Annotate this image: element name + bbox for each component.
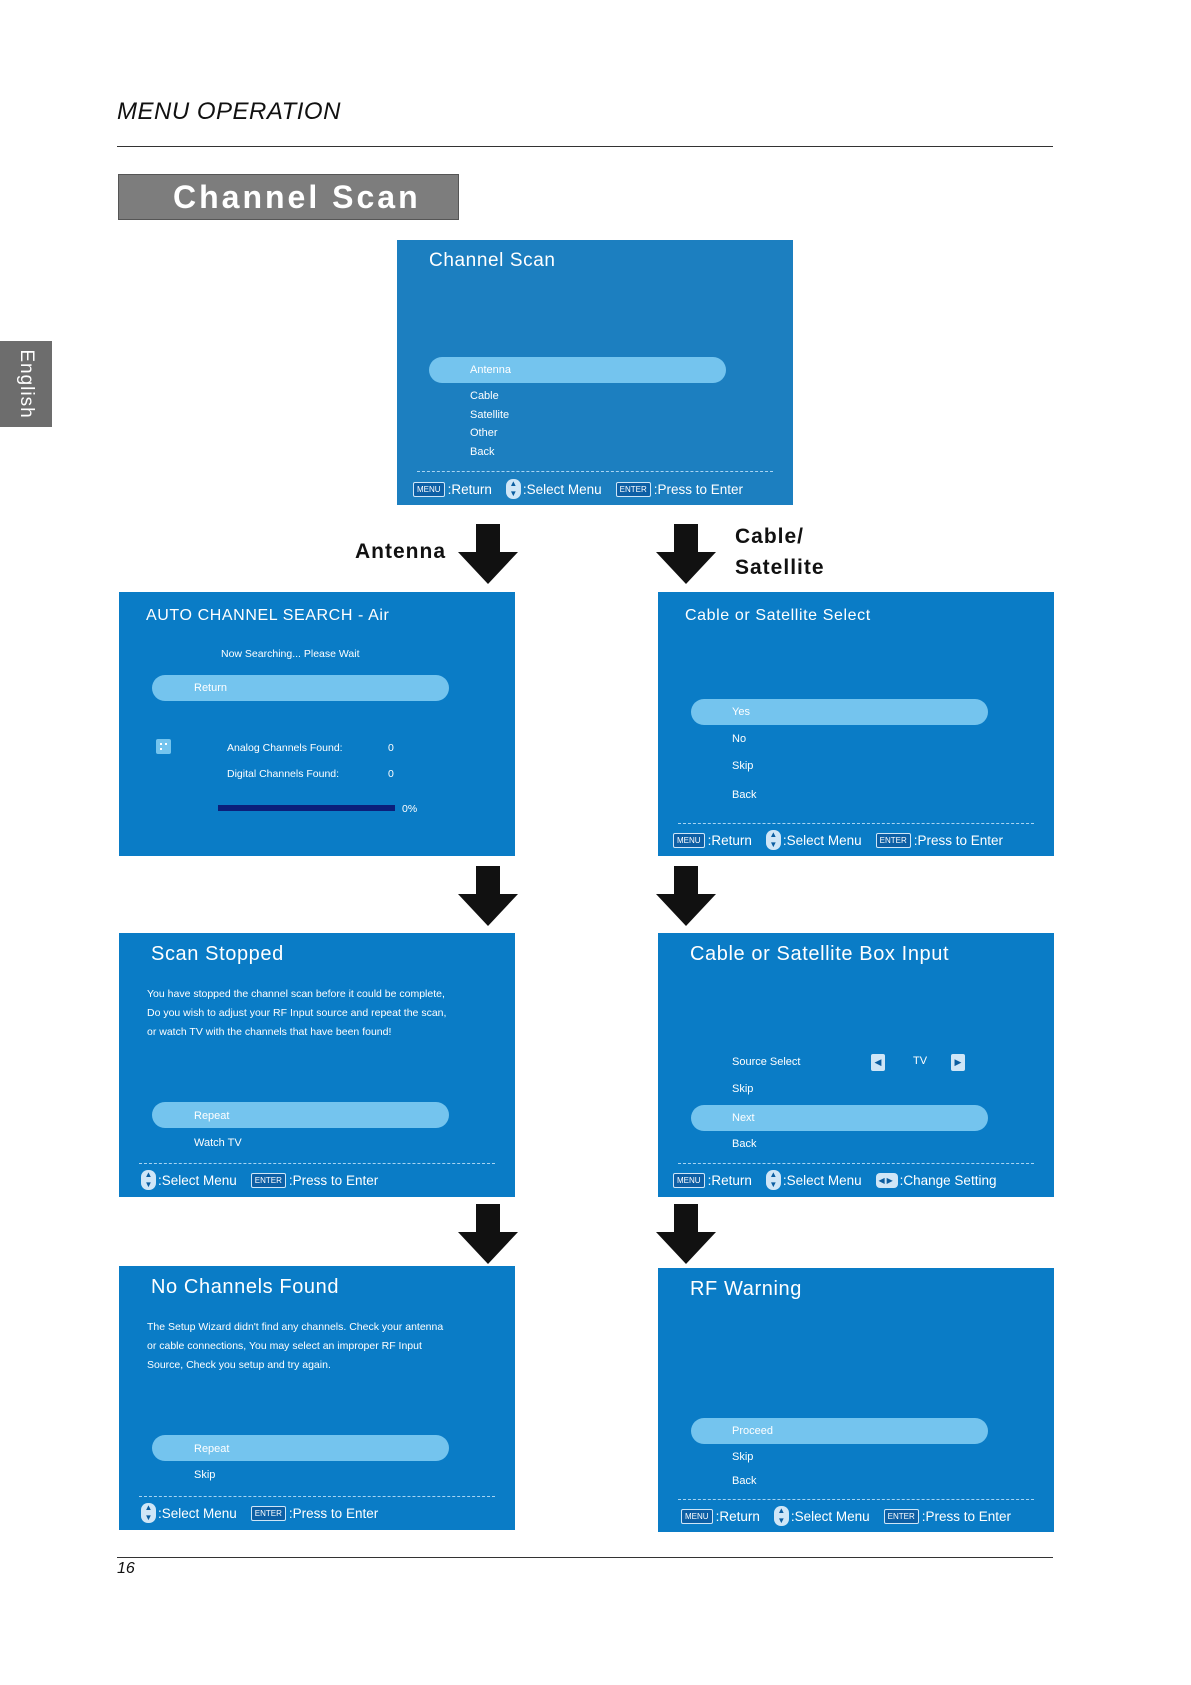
help-select-menu: :Select Menu [158,1172,237,1188]
divider [417,471,773,472]
progress-bar [218,805,395,811]
screen-title: AUTO CHANNEL SEARCH - Air [146,607,390,624]
down-arrow-icon [656,1204,716,1264]
message-line: or cable connections, You may select an improper RF Input [147,1340,422,1352]
menu-key-icon: MENU [413,482,445,497]
help-select-menu: :Select Menu [782,832,862,848]
section-banner: Channel Scan [118,174,459,220]
menu-item-no[interactable]: No [732,733,747,745]
footer-rule [117,1557,1053,1558]
header-rule [117,146,1053,147]
help-return: :Return [707,1172,752,1188]
enter-key-icon: ENTER [251,1506,286,1521]
auto-channel-search-screen [119,592,515,856]
divider [139,1163,495,1164]
menu-item-watch-tv[interactable]: Watch TV [194,1137,242,1149]
help-return: :Return [447,481,492,497]
flow-label-antenna: Antenna [355,540,446,563]
down-arrow-icon [458,1204,518,1264]
right-arrow-icon[interactable]: ▶ [951,1054,965,1071]
help-press-to-enter: :Press to Enter [288,1172,379,1188]
screen-title: Scan Stopped [151,943,284,965]
menu-key-icon: MENU [673,1173,705,1188]
left-arrow-icon[interactable]: ◀ [871,1054,885,1071]
menu-key-icon: MENU [681,1509,713,1524]
help-press-to-enter: :Press to Enter [653,481,744,497]
help-select-menu: :Select Menu [790,1508,870,1524]
help-press-to-enter: :Press to Enter [288,1505,379,1521]
channel-scan-screen [397,240,793,505]
left-right-icon: ◀▶ [876,1173,898,1188]
down-arrow-icon [458,524,518,584]
analog-value: 0 [388,742,394,754]
menu-item-proceed[interactable]: Proceed [732,1425,773,1437]
menu-item-back[interactable]: Back [732,1138,757,1150]
menu-item-antenna[interactable]: Antenna [470,364,511,376]
divider [678,823,1034,824]
up-down-icon: ▲ ▼ [141,1503,156,1523]
return-option[interactable]: Return [194,682,228,694]
scan-icon [156,739,171,754]
message-line: You have stopped the channel scan before it could be complete, [147,988,445,1000]
digital-value: 0 [388,768,394,780]
analog-label: Analog Channels Found: [227,742,343,754]
source-select-label: Source Select [732,1056,801,1068]
page-number: 16 [117,1560,135,1577]
message-line: or watch TV with the channels that have been found! [147,1026,392,1038]
help-press-to-enter: :Press to Enter [913,832,1004,848]
screen-title: Cable or Satellite Select [685,607,871,624]
enter-key-icon: ENTER [876,833,911,848]
help-select-menu: :Select Menu [522,481,602,497]
help-return: :Return [715,1508,760,1524]
menu-item-cable[interactable]: Cable [470,390,499,402]
menu-item-repeat[interactable]: Repeat [194,1443,230,1455]
search-status: Now Searching... Please Wait [221,648,360,660]
divider [678,1499,1034,1500]
screen-title: RF Warning [690,1278,802,1300]
menu-item-satellite[interactable]: Satellite [470,409,510,421]
menu-item-skip[interactable]: Skip [194,1469,216,1481]
divider [678,1163,1034,1164]
page-title: MENU OPERATION [117,98,341,125]
box-input-screen [658,933,1054,1197]
menu-item-back[interactable]: Back [470,446,495,458]
down-arrow-icon [656,866,716,926]
help-bar [141,1503,378,1523]
language-tab-label: English [16,349,37,419]
divider [139,1496,495,1497]
no-channels-found-screen [119,1266,515,1530]
menu-item-skip[interactable]: Skip [732,760,754,772]
flow-label-cable-satellite: Cable/ Satellite [735,525,825,579]
help-change-setting: :Change Setting [899,1172,997,1188]
help-press-to-enter: :Press to Enter [921,1508,1012,1524]
help-return: :Return [707,832,752,848]
message-line: The Setup Wizard didn't find any channels. Check your antenna [147,1321,444,1333]
help-bar [413,479,743,499]
help-bar [141,1170,378,1190]
help-select-menu: :Select Menu [158,1505,237,1521]
menu-item-back[interactable]: Back [732,1475,757,1487]
digital-label: Digital Channels Found: [227,768,340,780]
cable-satellite-select-screen [658,592,1054,856]
scan-stopped-screen [119,933,515,1197]
enter-key-icon: ENTER [251,1173,286,1188]
language-tab [0,341,52,427]
help-bar [673,830,1003,850]
enter-key-icon: ENTER [616,482,651,497]
help-bar [681,1506,1011,1526]
up-down-icon: ▲ ▼ [774,1506,789,1526]
menu-item-other[interactable]: Other [470,427,498,439]
up-down-icon: ▲ ▼ [506,479,521,499]
up-down-icon: ▲ ▼ [141,1170,156,1190]
enter-key-icon: ENTER [884,1509,919,1524]
menu-item-next[interactable]: Next [732,1112,755,1124]
down-arrow-icon [656,524,716,584]
up-down-icon: ▲ ▼ [766,1170,781,1190]
message-line: Do you wish to adjust your RF Input source and repeat the scan, [147,1007,447,1019]
menu-item-yes[interactable]: Yes [732,706,750,718]
rf-warning-screen [658,1268,1054,1532]
screen-title: No Channels Found [151,1276,340,1298]
message-line: Source, Check you setup and try again. [147,1359,331,1371]
menu-item-skip[interactable]: Skip [732,1451,754,1463]
source-select-value: TV [913,1055,928,1067]
screen-title: Cable or Satellite Box Input [690,943,950,965]
progress-text: 0% [402,803,418,815]
down-arrow-icon [458,866,518,926]
menu-item-back[interactable]: Back [732,789,757,801]
menu-item-skip[interactable]: Skip [732,1083,754,1095]
screen-title: Channel Scan [429,250,556,271]
menu-item-repeat[interactable]: Repeat [194,1110,230,1122]
help-bar [673,1170,996,1190]
help-select-menu: :Select Menu [782,1172,862,1188]
menu-key-icon: MENU [673,833,705,848]
up-down-icon: ▲ ▼ [766,830,781,850]
